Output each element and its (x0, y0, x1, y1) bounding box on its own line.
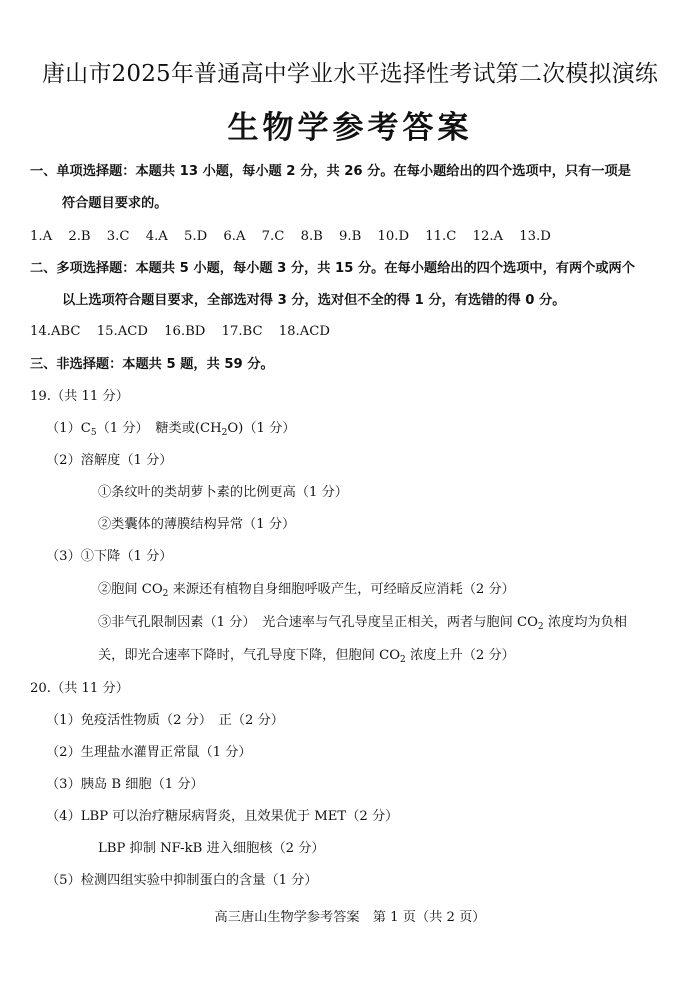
q19-part3-c: ③非气孔限制因素（1 分） 光合速率与气孔导度呈正相关，两者与胞间 $CO_2$ 浓度均为负相 (98, 615, 627, 632)
answer-12: 12.A (472, 229, 504, 244)
q20-part2: （2）生理盐水灌胃正常鼠（1 分） (46, 745, 252, 760)
section2-answers (30, 323, 342, 341)
q19-part3: （3）①下降（1 分） (46, 549, 173, 564)
answer-11: 11.C (425, 229, 457, 244)
section1-answers (30, 228, 563, 246)
q19-part3-b: ②胞间 $CO_2$ 来源还有植物自身细胞呼吸产生，可经暗反应消耗（2 分） (98, 582, 515, 599)
section1-heading-line2: 符合题目要求的。 (62, 196, 168, 211)
section1-heading-line1: 一、单项选择题：本题共 13 小题，每小题 2 分，共 26 分。在每小题给出的四个选项中，只有一项是 (30, 164, 631, 179)
document-subtitle: 生物学参考答案 (227, 110, 473, 146)
page-footer: 高三唐山生物学参考答案 第 1 页（共 2 页） (214, 910, 486, 925)
q20-part3: （3）胰岛 B 细胞（1 分） (46, 777, 204, 792)
section2-heading-line1: 二、多项选择题：本题共 5 小题，每小题 3 分，共 15 分。在每小题给出的四个选项中，有两个或两个 (30, 261, 635, 276)
answer-9: 9.B (339, 229, 362, 244)
q20-part5: （5）检测四组实验中抑制蛋白的含量（1 分） (46, 873, 318, 888)
q19-label: 19.（共 11 分） (30, 389, 129, 404)
answer-1: 1.A (30, 229, 53, 244)
answer-7: 7.C (261, 229, 285, 244)
q19-part3-c-cont: 关，即光合速率下降时，气孔导度下降，但胞间 $CO_2$ 浓度上升（2 分） (98, 648, 515, 665)
answer-4: 4.A (145, 229, 168, 244)
q20-part1: （1）免疫活性物质（2 分） 正（2 分） (46, 713, 284, 728)
q19-part2-b: ②类囊体的薄膜结构异常（1 分） (98, 517, 296, 532)
answer-3: 3.C (106, 229, 130, 244)
answer-8: 8.B (300, 229, 323, 244)
answer-6: 6.A (223, 229, 246, 244)
answer-16: 16.BD (164, 324, 206, 339)
answer-15: 15.ACD (96, 324, 148, 339)
q20-label: 20.（共 11 分） (30, 681, 129, 696)
document-title: 唐山市2025年普通高中学业水平选择性考试第二次模拟演练 (41, 61, 659, 87)
section2-heading-line2: 以上选项符合题目要求，全部选对得 3 分，选对但不全的得 1 分，有选错的得 0 分。 (62, 293, 566, 308)
q19-part2-a: ①条纹叶的类胡萝卜素的比例更高（1 分） (98, 485, 348, 500)
q19-part2: （2）溶解度（1 分） (46, 453, 173, 468)
answer-18: 18.ACD (278, 324, 330, 339)
q19-part1: $(1)C_5(1$ 分） 糖类或$(CH_2O)(1$ 分） (46, 421, 296, 438)
answer-14: 14.ABC (30, 324, 81, 339)
answer-10: 10.D (377, 229, 410, 244)
answer-17: 17.BC (221, 324, 263, 339)
answer-13: 13.D (519, 229, 551, 244)
q20-part4: （4）LBP 可以治疗糖尿病肾炎，且效果优于 MET（2 分） (46, 809, 399, 824)
answer-2: 2.B (68, 229, 91, 244)
q20-part4-b: LBP 抑制 NF-kB 进入细胞核（2 分） (98, 841, 325, 856)
answer-5: 5.D (184, 229, 208, 244)
section3-heading: 三、非选择题：本题共 5 题，共 59 分。 (30, 357, 274, 372)
